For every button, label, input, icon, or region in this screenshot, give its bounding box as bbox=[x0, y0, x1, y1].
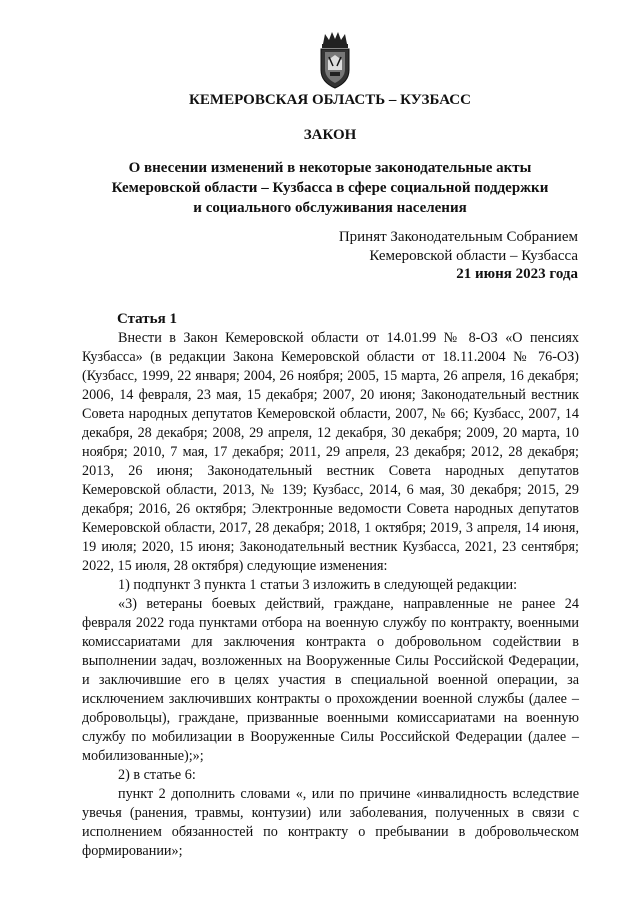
article-paragraph: Внести в Закон Кемеровской области от 14.01.99 № 8-ОЗ «О пенсиях Кузбасса» (в редакции Закона Кемеровской области от 18.11.2004 № 76-ОЗ) (Кузбасс, 1999, 22 января; 2004, 26 ноября; 2005, 15 марта, 26 апреля, 16 декабря; 2006, 14 февраля, 23 мая, 15 декабря; 2007, 20 июня; Законодательный вестник Совета народных депутатов Кемеровской области, 2007, № 66; Кузбасс, 2007, 14 декабря, 28 декабря; 2008, 29 апреля, 12 декабря, 30 декабря; 2009, 20 марта, 10 ноября; 2010, 7 мая, 17 декабря; 2011, 29 апреля, 23 декабря; 2012, 28 декабря; 2013, 26 июня; Законодательный вестник Совета народных депутатов Кемеровской области, 2013, № 139; Кузбасс, 2014, 6 мая, 30 декабря; 2015, 29 декабря; 2016, 26 октября; Электронные ведомости Совета народных депутатов Кемеровской области, 2017, 28 декабря; 2018, 1 октября; 2019, 3 апреля, 14 июня, 19 июля; 2020, 15 июня; Законодательный вестник Кузбасса, 2021, 23 сентября; 2022, 15 июля, 28 октября) следующие изменения: bbox=[82, 330, 579, 574]
law-title bbox=[60, 158, 600, 218]
kuzbass-coat-of-arms-icon bbox=[315, 30, 355, 90]
adoption-line: Кемеровской области – Кузбасса bbox=[369, 247, 578, 264]
adoption-block bbox=[339, 228, 578, 284]
article-paragraph: 1) подпункт 3 пункта 1 статьи 3 изложить в следующей редакции: bbox=[118, 577, 518, 593]
article-body bbox=[82, 329, 579, 861]
article-title: Статья 1 bbox=[117, 311, 177, 327]
adoption-line: Принят Законодательным Собранием bbox=[338, 229, 578, 245]
article-paragraph: «3) ветераны боевых действий, граждане, направленные не ранее 24 февраля 2022 года пунктами отбора на военную службу по контракту, военными комиссариатами для заключения контракта о добровольном содействии в выполнении задач, возложенных на Вооруженные Силы Российской Федерации, и заключившие его в целях участия в специальной военной операции, за исключением заключивших контракты о прохождении военной службы (далее – добровольцы), граждане, призванные военными комиссариатами на военную службу по мобилизации в Вооруженные Силы Российской Федерации (далее – мобилизованные);»; bbox=[82, 596, 579, 764]
article-paragraph: 2) в статье 6: bbox=[118, 767, 196, 783]
law-title-line: Кемеровской области – Кузбасса в сфере социальной поддержки bbox=[111, 180, 549, 196]
law-title-line: и социального обслуживания населения bbox=[193, 200, 467, 216]
adoption-date: 21 июня 2023 года bbox=[456, 266, 578, 282]
law-title-line: О внесении изменений в некоторые законодательные акты bbox=[128, 160, 532, 176]
article-paragraph: пункт 2 дополнить словами «, или по причине «инвалидность вследствие увечья (ранения, травмы, контузии) или заболевания, полученных в связи с исполнением обязанностей по контракту о пребывании в добровольческом формировании»; bbox=[82, 786, 579, 859]
region-name: КЕМЕРОВСКАЯ ОБЛАСТЬ – КУЗБАСС bbox=[189, 92, 471, 108]
document-type: ЗАКОН bbox=[303, 127, 357, 143]
